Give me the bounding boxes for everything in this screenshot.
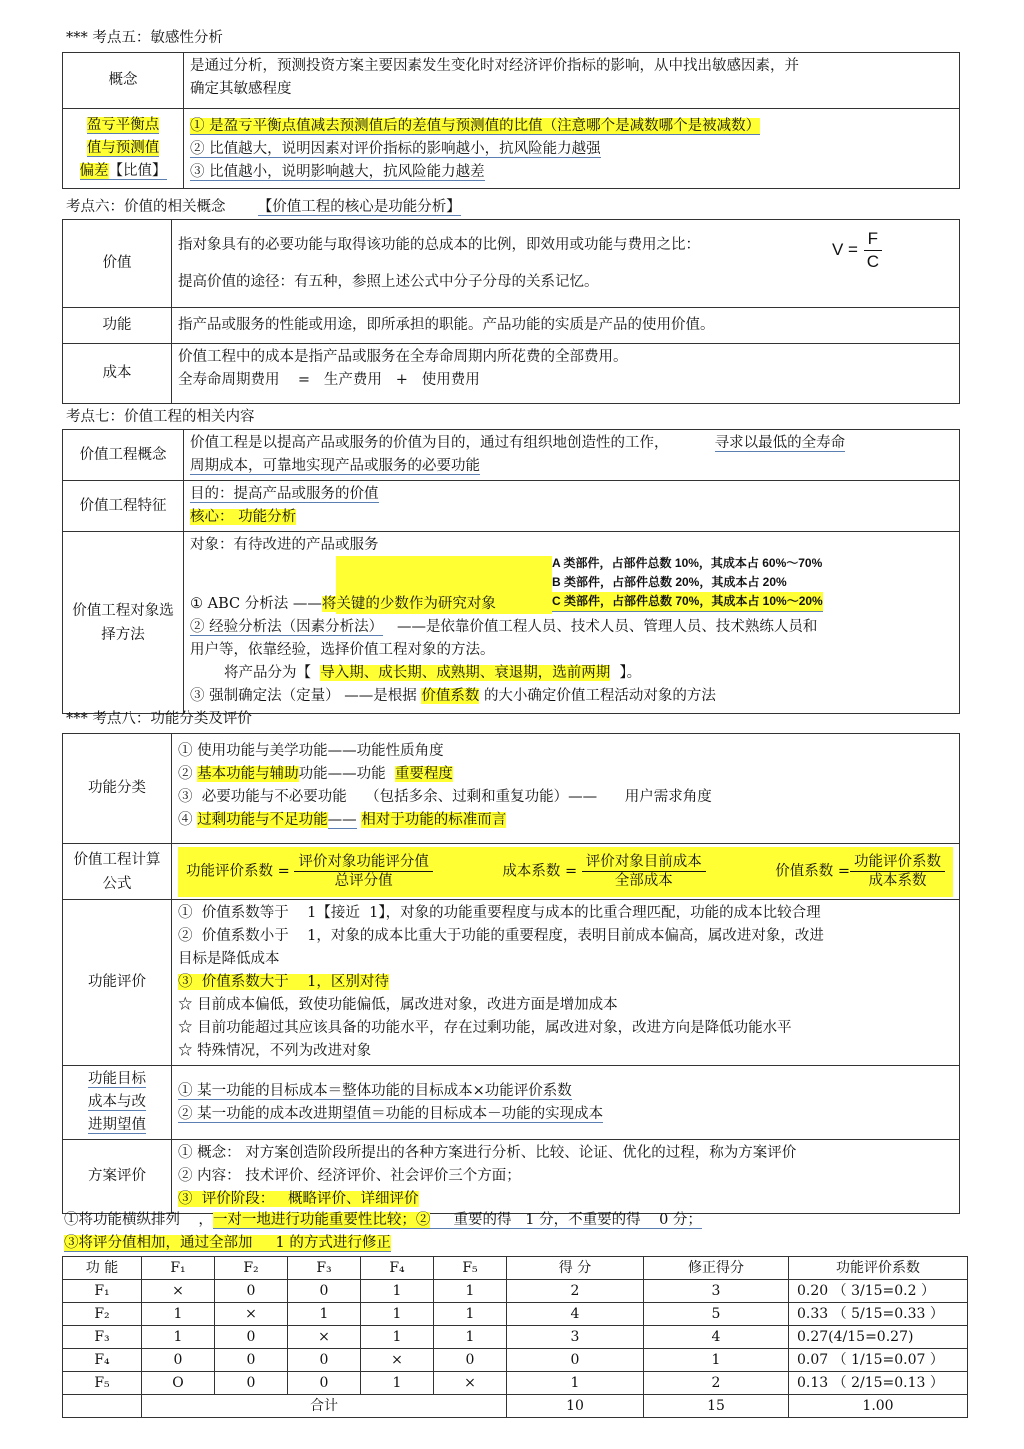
calc-label: 价值工程计算公式 [63, 844, 172, 900]
scoring-note-1: ①将功能横纵排列 ，一对一地进行功能重要性比较；② 重要的得 1 分，不重要的得 0 分； [64, 1212, 702, 1228]
ratio-label: 盈亏平衡点 值与预测值 偏差【比值】 [63, 109, 184, 189]
table-row: F₄ 0 0 0 × 0 0 1 0.07 （ 1/15=0.07 ） [63, 1349, 968, 1372]
eval-items: ① 价值系数等于 1【接近 1】，对象的功能重要程度与成本的比重合理匹配，功能的成本比较合理 ② 价值系数小于 1，对象的成本比重大于功能的重要程度，表明目前成本偏高，属改进对象，改进 目标是降低成本 ③ 价值系数大于 1，区别对待 ☆ 目前成本偏低，致使功能偏低，属改进对象，改进方面是增加成本 ☆ 目前功能超过其应该具备的功能水平，存在过剩功能，属改进对象，改进方向是降低功能水平 ☆ 特殊情况，不列为改进对象 [172, 900, 960, 1066]
total-coef: 1.00 [789, 1395, 968, 1418]
value-formula: V = $\frac{F}{C}$ [832, 228, 883, 273]
class-label: 功能分类 [63, 734, 172, 844]
ratio-items [184, 109, 960, 189]
table-row: F₂ 1 × 1 1 1 4 5 0.33 （ 5/15=0.33 ） [63, 1303, 968, 1326]
abc-class-list: A 类部件，占部件总数 10%，其成本占 60%～70% B 类部件，占部件总数 20%，其成本占 20% C 类部件，占部件总数 70%，其成本占 10%～20% [552, 554, 823, 612]
section6-heading: 考点六：价值的相关概念 【价值工程的核心是功能分析】 [66, 199, 461, 215]
cost-text: 价值工程中的成本是指产品或服务在全寿命周期内所花费的全部费用。 全寿命周期费用 = 生产费用 + 使用费用 [172, 344, 960, 404]
ve-concept-label: 价值工程概念 [63, 430, 184, 481]
class-items: ① 使用功能与美学功能——功能性质角度 ② 基本功能与辅助功能——功能 重要程度 ③ 必要功能与不必要功能 （包括多余、过剩和重复功能）—— 用户需求角度 ④ 过剩功能与不足功能—— 相对于功能的标准而言 [172, 734, 960, 844]
value-table [62, 219, 960, 404]
table-row: F₅ O 0 0 1 × 1 2 0.13 （ 2/15=0.13 ） [63, 1372, 968, 1395]
ve-feature-label: 价值工程特征 [63, 481, 184, 532]
section8-heading: *** 考点八：功能分类及评价 [66, 711, 252, 727]
function-score-table [62, 1256, 968, 1418]
table-total-row [63, 1395, 968, 1418]
plan-label: 方案评价 [63, 1140, 172, 1214]
plan-items: ① 概念： 对方案创造阶段所提出的各种方案进行分析、比较、论证、优化的过程，称为方案评价 ② 内容： 技术评价、经济评价、社会评价三个方面； ③ 评价阶段： 概略评价、详细评价 [172, 1140, 960, 1214]
ve-content-table [62, 429, 960, 714]
target-label: 功能目标 成本与改 进期望值 [63, 1066, 172, 1140]
table-row: F₃ 1 0 × 1 1 3 4 0.27(4/15=0.27) [63, 1326, 968, 1349]
concept-line-2: 确定其敏感程度 [190, 81, 292, 97]
ratio-item-3: ③ 比值越小，说明影响越大，抗风险能力越差 [190, 164, 485, 180]
sensitivity-table [62, 52, 960, 189]
section7-heading: 考点七：价值工程的相关内容 [66, 409, 255, 425]
table-row: F₁ × 0 0 1 1 2 3 0.20 （ 3/15=0.2 ） [63, 1280, 968, 1303]
function-text: 指产品或服务的性能或用途，即所承担的职能。产品功能的实质是产品的使用价值。 [172, 308, 960, 344]
target-items: ① 某一功能的目标成本＝整体功能的目标成本×功能评价系数 ② 某一功能的成本改进期望值＝功能的目标成本－功能的实现成本 [172, 1066, 960, 1140]
concept-text [184, 53, 960, 109]
value-line-1: 指对象具有的必要功能与取得该功能的总成本的比例，即效用或功能与费用之比： [178, 237, 700, 253]
formula-cost-coef: 成本系数 = $\frac{\text{评价对象目前成本}}{\text{全部成本}}$ [502, 853, 705, 890]
formula-value-coef: 价值系数 = $\frac{\text{功能评价系数}}{\text{成本系数}}$ [775, 853, 945, 890]
value-text [172, 220, 960, 308]
formula-function-coef: 功能评价系数 = $\frac{\text{评价对象功能评分值}}{\text{总评分值}}$ [186, 853, 433, 890]
section5-heading: *** 考点五：敏感性分析 [66, 30, 223, 46]
ve-feature-text: 目的：提高产品或服务的价值 核心： 功能分析 [184, 481, 960, 532]
cost-label: 成本 [63, 344, 172, 404]
total-label: 合计 [142, 1395, 507, 1418]
value-line-2: 提高价值的途径：有五种，参照上述公式中分子分母的关系记忆。 [178, 274, 599, 290]
function-eval-table [62, 733, 960, 1214]
scoring-note-2: ③将评分值相加，通过全部加 1 的方式进行修正 [64, 1235, 391, 1251]
eval-label: 功能评价 [63, 900, 172, 1066]
ratio-item-1: ① 是盈亏平衡点值减去预测值后的差值与预测值的比值（注意哪个是减数哪个是被减数） [190, 118, 761, 134]
value-label: 价值 [63, 220, 172, 308]
total-adjusted: 15 [644, 1395, 789, 1418]
ratio-item-2: ② 比值越大，说明因素对评价指标的影响越小，抗风险能力越强 [190, 141, 601, 157]
calc-formulas [172, 844, 960, 900]
table-header-row: 功 能 F₁ F₂ F₃ F₄ F₅ 得 分 修正得分 功能评价系数 [63, 1257, 968, 1280]
ve-selection-label: 价值工程对象选择方法 [63, 532, 184, 714]
concept-line-1: 是通过分析，预测投资方案主要因素发生变化时对经济评价指标的影响，从中找出敏感因素，并 [190, 58, 799, 74]
total-score: 10 [507, 1395, 644, 1418]
function-label: 功能 [63, 308, 172, 344]
concept-label: 概念 [63, 53, 184, 109]
ve-concept-text: 价值工程是以提高产品或服务的价值为目的，通过有组织地创造性的工作， 寻求以最低的全寿命 周期成本，可靠地实现产品或服务的必要功能 [184, 430, 960, 481]
ve-selection-text: 对象：有待改进的产品或服务 A 类部件，占部件总数 10%，其成本占 60%～70% B 类部件，占部件总数 20%，其成本占 20% C 类部件，占部件总数 70%，其成本占 10%～20% ① ABC 分析法 ——将关键的少数作为研究对象 ② 经验分析法（因素分析法） ——是依靠价值工程人员、技术人员、管理人员、技术熟练人员和 用户等，依靠经验，选择价值工程对象的方法。 将产品分为【 导入期、成长期、成熟期、衰退期，选前两期 】。 ③ 强制确定法（定量） ——是根据 价值系数 的大小确定价值工程活动对象的方法 [184, 532, 960, 714]
